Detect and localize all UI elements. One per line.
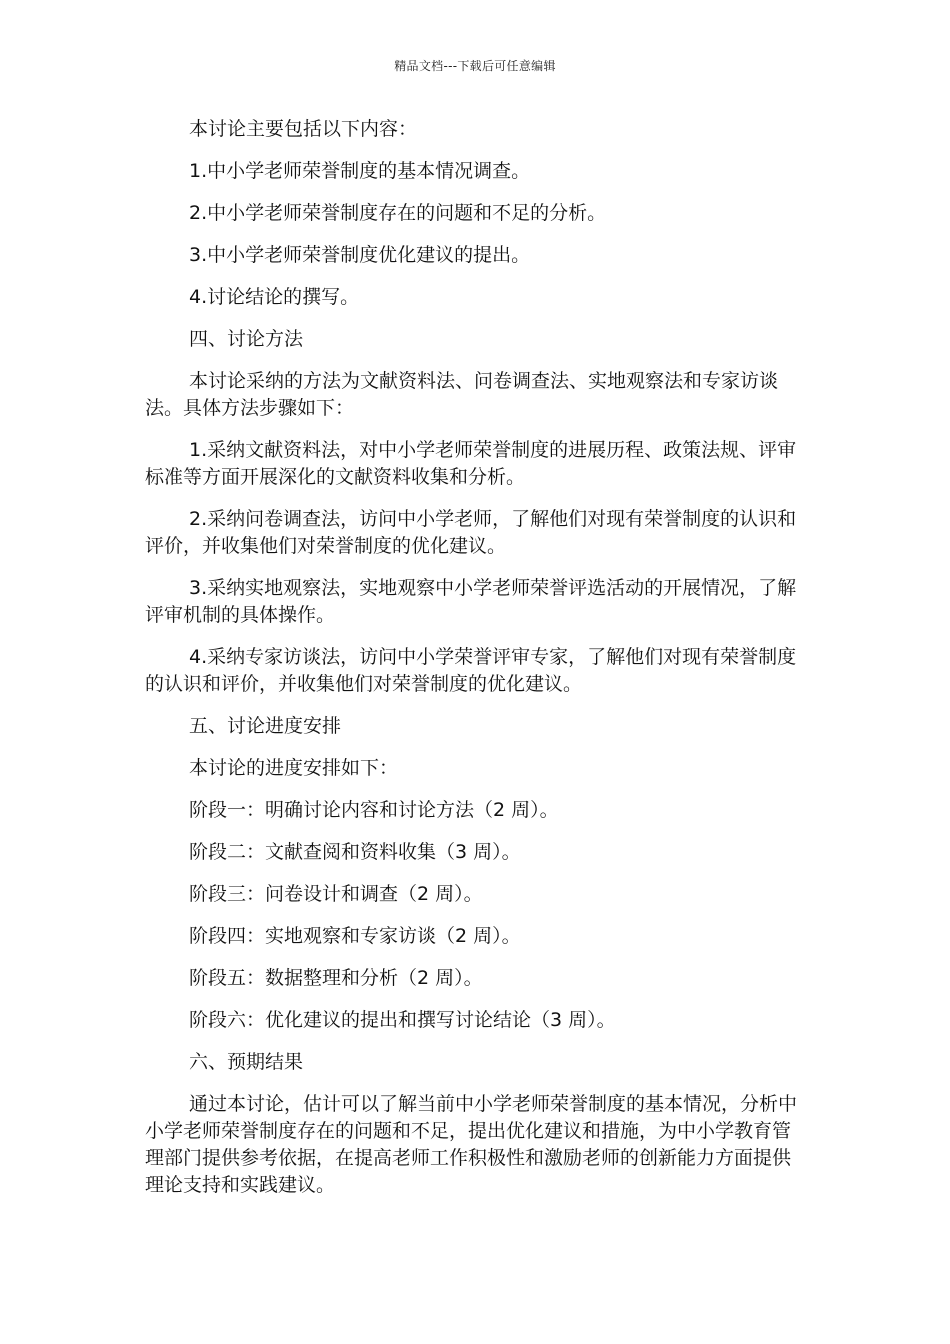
method-step-4: 4.采纳专家访谈法，访问中小学荣誉评审专家，了解他们对现有荣誉制度的认识和评价，并收集他们对荣誉制度的优化建议。 xyxy=(145,646,797,695)
schedule-stage-4: 阶段四：实地观察和专家访谈（2 周）。 xyxy=(189,925,521,947)
schedule-stage-6: 阶段六：优化建议的提出和撰写讨论结论（3 周）。 xyxy=(189,1009,616,1031)
page-header: 精品文档---下载后可任意编辑 xyxy=(394,59,556,73)
content-item-3: 3.中小学老师荣誉制度优化建议的提出。 xyxy=(189,244,531,266)
section-heading-schedule: 五、讨论进度安排 xyxy=(189,715,342,737)
schedule-stage-5: 阶段五：数据整理和分析（2 周）。 xyxy=(189,967,483,989)
content-item-1: 1.中小学老师荣誉制度的基本情况调查。 xyxy=(189,160,531,182)
method-step-2: 2.采纳问卷调查法，访问中小学老师，了解他们对现有荣誉制度的认识和评价，并收集他们对荣誉制度的优化建议。 xyxy=(145,508,797,557)
schedule-stage-2: 阶段二：文献查阅和资料收集（3 周）。 xyxy=(189,841,521,863)
results-paragraph: 通过本讨论，估计可以了解当前中小学老师荣誉制度的基本情况，分析中小学老师荣誉制度存在的问题和不足，提出优化建议和措施，为中小学教育管理部门提供参考依据，在提高老师工作积极性和激励老师的创新能力方面提供理论支持和实践建议。 xyxy=(145,1093,798,1196)
schedule-stage-1: 阶段一：明确讨论内容和讨论方法（2 周）。 xyxy=(189,799,559,821)
content-item-2: 2.中小学老师荣誉制度存在的问题和不足的分析。 xyxy=(189,202,607,224)
methods-intro: 本讨论采纳的方法为文献资料法、问卷调查法、实地观察法和专家访谈法。具体方法步骤如下： xyxy=(145,370,779,419)
content-item-4: 4.讨论结论的撰写。 xyxy=(189,286,360,308)
section-heading-results: 六、预期结果 xyxy=(189,1051,304,1073)
intro-line: 本讨论主要包括以下内容： xyxy=(189,118,418,140)
section-heading-methods: 四、讨论方法 xyxy=(189,328,304,350)
document-body xyxy=(145,116,805,1214)
schedule-intro: 本讨论的进度安排如下： xyxy=(189,757,399,779)
method-step-1: 1.采纳文献资料法，对中小学老师荣誉制度的进展历程、政策法规、评审标准等方面开展深化的文献资料收集和分析。 xyxy=(145,439,797,488)
schedule-stage-3: 阶段三：问卷设计和调查（2 周）。 xyxy=(189,883,483,905)
method-step-3: 3.采纳实地观察法，实地观察中小学老师荣誉评选活动的开展情况，了解评审机制的具体操作。 xyxy=(145,577,797,626)
